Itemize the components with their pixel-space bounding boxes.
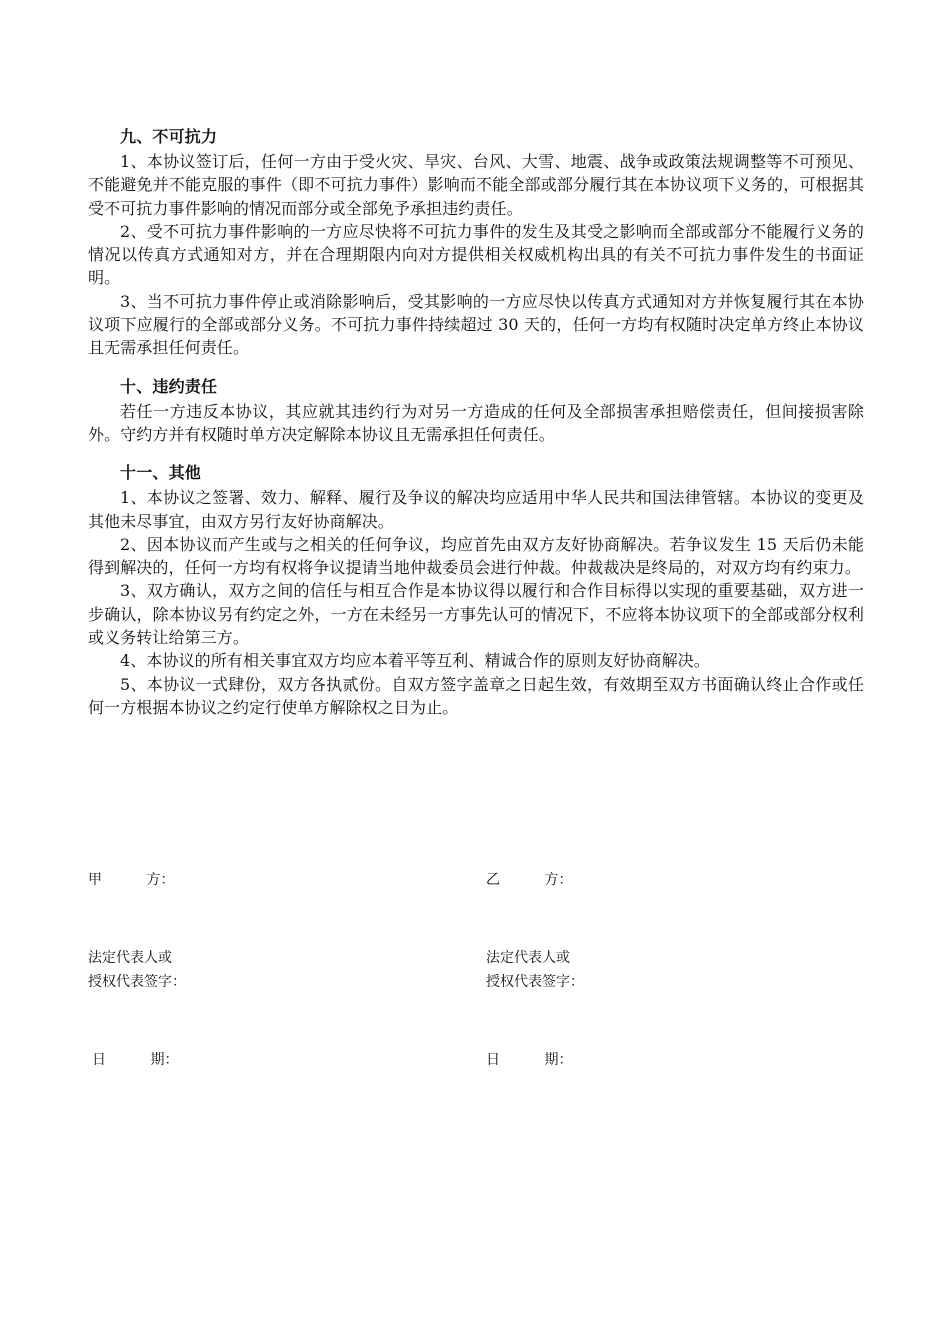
- section-miscellaneous: [88, 462, 864, 719]
- paragraph: 5、本协议一式肆份，双方各执贰份。自双方签字盖章之日起生效，有效期至双方书面确认终止合作或任何一方根据本协议之约定行使单方解除权之日为止。: [88, 674, 864, 717]
- document-body: [88, 126, 864, 735]
- section-title: 九、不可抗力: [120, 127, 218, 146]
- paragraph: 4、本协议的所有相关事宜双方均应本着平等互利、精诚合作的原则友好协商解决。: [120, 651, 710, 671]
- party-b-representative-line-2: 授权代表签字：: [486, 974, 584, 990]
- party-b-label: 乙 方：: [486, 872, 573, 888]
- paragraph: 2、受不可抗力事件影响的一方应尽快将不可抗力事件的发生及其受之影响而全部或部分不能履行义务的情况以传真方式通知对方，并在合理期限内向对方提供相关权威机构出具的有关不可抗力事件发生的书面证明。: [88, 221, 864, 288]
- party-a-representative-line-1: 法定代表人或: [88, 950, 172, 966]
- paragraph: 3、当不可抗力事件停止或消除影响后，受其影响的一方应尽快以传真方式通知对方并恢复履行其在本协议项下应履行的全部或部分义务。不可抗力事件持续超过 30 天的，任何一方均有权随时决定单方终止本协议且无需承担任何责任。: [88, 291, 864, 358]
- section-force-majeure: [88, 126, 864, 360]
- paragraph: 1、本协议签订后，任何一方由于受火灾、旱灾、台风、大雪、地震、战争或政策法规调整等不可预见、不能避免并不能克服的事件（即不可抗力事件）影响而不能全部或部分履行其在本协议项下义务的，可根据其受不可抗力事件影响的情况而部分或全部免予承担违约责任。: [88, 152, 864, 218]
- party-a-date-label: 日 期：: [92, 1052, 179, 1068]
- party-b-representative-line-1: 法定代表人或: [486, 950, 570, 966]
- section-title: 十、违约责任: [120, 376, 218, 396]
- party-a-label: 甲 方：: [88, 872, 175, 888]
- section-title: 十一、其他: [120, 463, 202, 483]
- party-b-date-label: 日 期：: [486, 1052, 573, 1068]
- party-a-representative-line-2: 授权代表签字：: [88, 974, 186, 990]
- section-breach-liability: [88, 376, 864, 447]
- paragraph: 1、本协议之签署、效力、解释、履行及争议的解决均应适用中华人民共和国法律管辖。本协议的变更及其他未尽事宜，由双方另行友好协商解决。: [88, 488, 864, 531]
- paragraph: 2、因本协议而产生或与之相关的任何争议，均应首先由双方友好协商解决。若争议发生 15 天后仍未能得到解决的，任何一方均有权将争议提请当地仲裁委员会进行仲裁。仲裁裁决是终局的，对双方均有约束力。: [88, 534, 864, 578]
- paragraph: 3、双方确认，双方之间的信任与相互合作是本协议得以履行和合作目标得以实现的重要基础，双方进一步确认，除本协议另有约定之外，一方在未经另一方事先认可的情况下，不应将本协议项下的全部或部分权利或义务转让给第三方。: [88, 581, 864, 648]
- paragraph: 若任一方违反本协议，其应就其违约行为对另一方造成的任何及全部损害承担赔偿责任，但间接损害除外。守约方并有权随时单方决定解除本协议且无需承担任何责任。: [88, 401, 864, 444]
